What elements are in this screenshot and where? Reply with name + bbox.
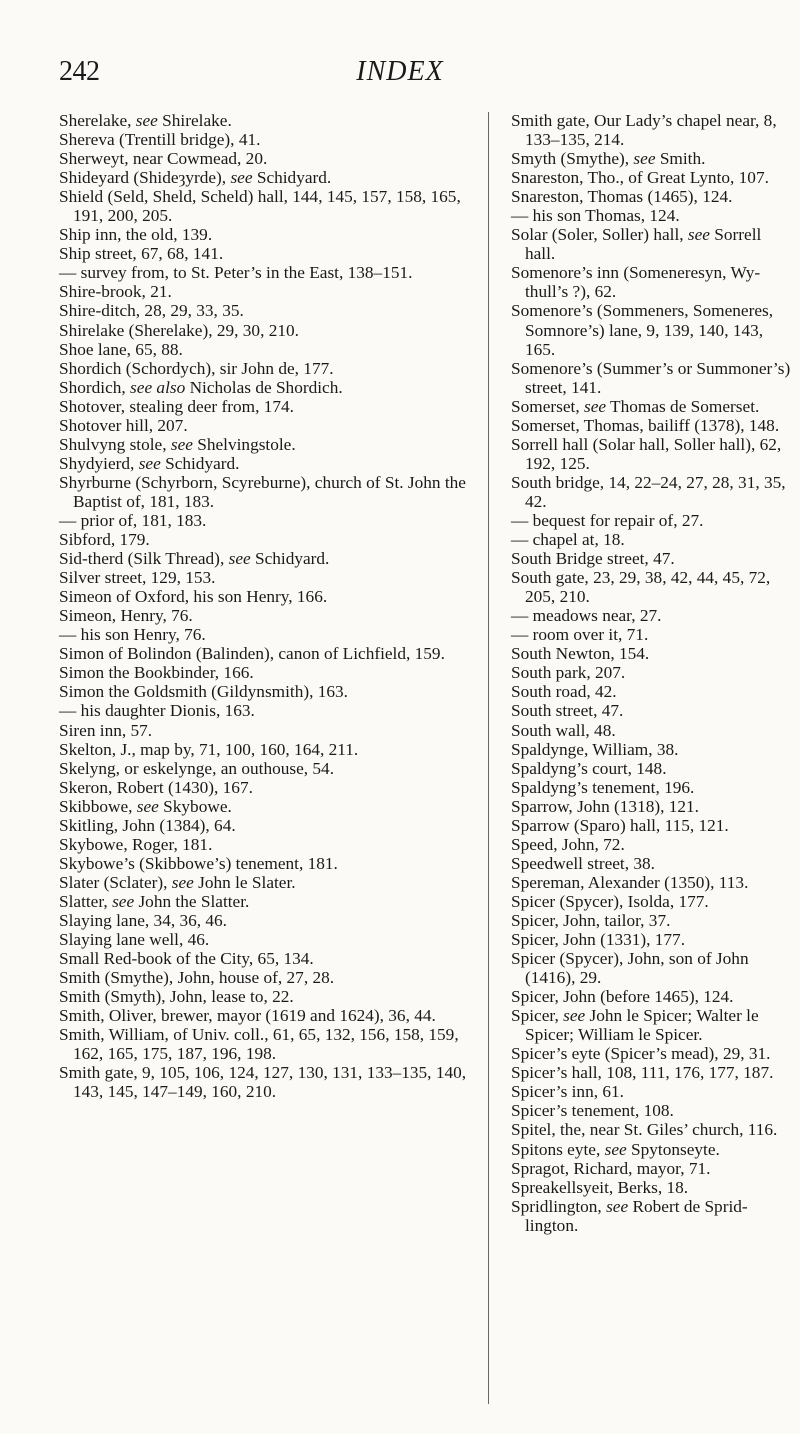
index-entry: Spitel, the, near St. Giles’ church, 116. <box>511 1120 778 1140</box>
index-entry: Spitons eyte, see Spytonseyte. <box>511 1139 720 1159</box>
index-entry: Skitling, John (1384), 64. <box>59 815 236 835</box>
index-entry: Siren inn, 57. <box>59 720 153 740</box>
index-entry: Skybowe, Roger, 181. <box>59 834 213 854</box>
index-entry: Spaldyng’s tenement, 196. <box>511 777 695 797</box>
index-entry: Shire-brook, 21. <box>59 282 172 302</box>
index-entry: Spridlington, see Robert de Sprid-lington. <box>511 1196 748 1235</box>
index-entry: — his son Henry, 76. <box>59 625 206 645</box>
index-entry: Snareston, Tho., of Great Lynto, 107. <box>511 168 769 188</box>
index-entry: Spicer’s eyte (Spicer’s mead), 29, 31. <box>511 1044 771 1064</box>
index-entry: South gate, 23, 29, 38, 42, 44, 45, 72, 205, 210. <box>511 568 771 607</box>
index-entry: Somerset, see Thomas de Somerset. <box>511 396 760 416</box>
index-entry: Slaying lane, 34, 36, 46. <box>59 910 227 930</box>
index-entry: Shideyard (Shideȝyrde), see Schidyard. <box>59 168 332 188</box>
index-entry: Somenore’s (Sommeners, Someneres, Somnore’s) lane, 9, 139, 140, 143, 165. <box>511 301 774 359</box>
index-entry: Shereva (Trentill bridge), 41. <box>59 130 261 150</box>
index-entry: Shire-ditch, 28, 29, 33, 35. <box>59 301 244 321</box>
index-entry: Skelyng, or eskelynge, an outhouse, 54. <box>59 758 335 778</box>
index-entry: Sparrow (Sparo) hall, 115, 121. <box>511 815 729 835</box>
index-entry: Small Red-book of the City, 65, 134. <box>59 949 314 969</box>
index-entry: Smith gate, Our Lady’s chapel near, 8, 133–135, 214. <box>511 111 777 150</box>
page-number: 242 <box>59 56 100 87</box>
index-column-right <box>511 111 793 1235</box>
page-title: INDEX <box>356 56 444 87</box>
index-entry: Skelton, J., map by, 71, 100, 160, 164, 211. <box>59 739 359 759</box>
index-entry: Sherelake, see Shirelake. <box>59 111 232 130</box>
index-entry: Ship inn, the old, 139. <box>59 225 213 245</box>
index-entry: South road, 42. <box>511 682 617 702</box>
index-entry: Spicer (Spycer), Isolda, 177. <box>511 891 709 911</box>
index-entry: Skybowe’s (Skibbowe’s) tenement, 181. <box>59 853 338 873</box>
index-entry: Sherweyt, near Cowmead, 20. <box>59 149 268 169</box>
index-entry: Spicer’s tenement, 108. <box>511 1101 674 1121</box>
index-entry: Snareston, Thomas (1465), 124. <box>511 187 733 207</box>
index-entry: Spicer, see John le Spicer; Walter le Spicer; William le Spicer. <box>511 1006 759 1045</box>
index-entry: Shydyierd, see Schidyard. <box>59 453 240 473</box>
index-entry: Spicer, John (before 1465), 124. <box>511 987 734 1007</box>
index-entry: Smith gate, 9, 105, 106, 124, 127, 130, 131, 133–135, 140, 143, 145, 147–149, 160, 210. <box>59 1063 467 1102</box>
index-entry: Simon the Bookbinder, 166. <box>59 663 254 683</box>
index-entry: Skibbowe, see Skybowe. <box>59 796 232 816</box>
index-entry: — room over it, 71. <box>511 625 649 645</box>
index-entry: Slaying lane well, 46. <box>59 930 210 950</box>
index-entry: Spicer’s inn, 61. <box>511 1082 624 1102</box>
index-entry: Spereman, Alexander (1350), 113. <box>511 872 749 892</box>
index-entry: Spaldynge, William, 38. <box>511 739 679 759</box>
index-entry: Shield (Seld, Sheld, Scheld) hall, 144, 145, 157, 158, 165, 191, 200, 205. <box>59 187 461 226</box>
index-entry: Sparrow, John (1318), 121. <box>511 796 699 816</box>
index-entry: Shyrburne (Schyrborn, Scyreburne), church of St. John the Baptist of, 181, 183. <box>59 472 466 511</box>
index-entry: Sibford, 179. <box>59 530 150 550</box>
index-entry: Slater (Sclater), see John le Slater. <box>59 872 296 892</box>
index-entry: Spicer’s hall, 108, 111, 176, 177, 187. <box>511 1063 774 1083</box>
index-entry: — survey from, to St. Peter’s in the East, 138–151. <box>59 263 413 283</box>
index-entry: Spaldyng’s court, 148. <box>511 758 667 778</box>
index-entry: Simeon of Oxford, his son Henry, 166. <box>59 587 328 607</box>
index-entry: Ship street, 67, 68, 141. <box>59 244 224 264</box>
index-entry: Shotover hill, 207. <box>59 415 188 435</box>
index-entry: South Bridge street, 47. <box>511 549 675 569</box>
index-entry: Spicer (Spycer), John, son of John (1416), 29. <box>511 949 749 988</box>
index-entry: Simon the Goldsmith (Gildynsmith), 163. <box>59 682 348 702</box>
index-entry: Shulvyng stole, see Shelvingstole. <box>59 434 296 454</box>
index-entry: Silver street, 129, 153. <box>59 568 216 588</box>
index-entry: South Newton, 154. <box>511 644 650 664</box>
index-entry: Shirelake (Sherelake), 29, 30, 210. <box>59 320 299 340</box>
index-entry: Shoe lane, 65, 88. <box>59 339 183 359</box>
index-entry: Shordich (Schordych), sir John de, 177. <box>59 358 334 378</box>
index-entry: Sorrell hall (Solar hall, Soller hall), 62, 192, 125. <box>511 434 782 473</box>
index-entry: — chapel at, 18. <box>511 530 625 550</box>
index-entry: South street, 47. <box>511 701 624 721</box>
index-entry: Speed, John, 72. <box>511 834 625 854</box>
index-entry: Shordich, see also Nicholas de Shordich. <box>59 377 343 397</box>
index-entry: Sid-therd (Silk Thread), see Schidyard. <box>59 549 330 569</box>
index-entry: Spicer, John, tailor, 37. <box>511 910 671 930</box>
index-entry: Smith, William, of Univ. coll., 61, 65, 132, 156, 158, 159, 162, 165, 175, 187, 196, 198. <box>59 1025 459 1064</box>
index-entry: Smith, Oliver, brewer, mayor (1619 and 1624), 36, 44. <box>59 1006 436 1026</box>
index-entry: Solar (Soler, Soller) hall, see Sorrell hall. <box>511 225 762 264</box>
index-entry: Spicer, John (1331), 177. <box>511 930 686 950</box>
index-entry: — his son Thomas, 124. <box>511 206 680 226</box>
index-entry: — meadows near, 27. <box>511 606 662 626</box>
index-entry: South bridge, 14, 22–24, 27, 28, 31, 35, 42. <box>511 472 786 511</box>
index-column-left <box>59 111 467 1101</box>
index-entry: Smyth (Smythe), see Smith. <box>511 149 706 169</box>
index-entry: Somerset, Thomas, bailiff (1378), 148. <box>511 415 780 435</box>
index-entry: Smith (Smythe), John, house of, 27, 28. <box>59 968 335 988</box>
index-entry: Smith (Smyth), John, lease to, 22. <box>59 987 294 1007</box>
index-entry: Shotover, stealing deer from, 174. <box>59 396 294 416</box>
index-entry: South park, 207. <box>511 663 626 683</box>
index-entry: Spragot, Richard, mayor, 71. <box>511 1158 711 1178</box>
index-entry: South wall, 48. <box>511 720 616 740</box>
column-divider <box>488 112 489 1404</box>
index-entry: — prior of, 181, 183. <box>59 510 207 530</box>
index-entry: Slatter, see John the Slatter. <box>59 891 250 911</box>
index-entry: Skeron, Robert (1430), 167. <box>59 777 253 797</box>
index-entry: Simeon, Henry, 76. <box>59 606 193 626</box>
index-entry: — bequest for repair of, 27. <box>511 510 704 530</box>
index-entry: Spreakellsyeit, Berks, 18. <box>511 1177 689 1197</box>
index-entry: Somenore’s inn (Someneresyn, Wy-thull’s ?), 62. <box>511 263 761 302</box>
index-entry: Somenore’s (Summer’s or Summoner’s) street, 141. <box>511 358 791 397</box>
index-entry: Speedwell street, 38. <box>511 853 655 873</box>
index-entry: Simon of Bolindon (Balinden), canon of Lichfield, 159. <box>59 644 445 664</box>
index-entry: — his daughter Dionis, 163. <box>59 701 255 721</box>
